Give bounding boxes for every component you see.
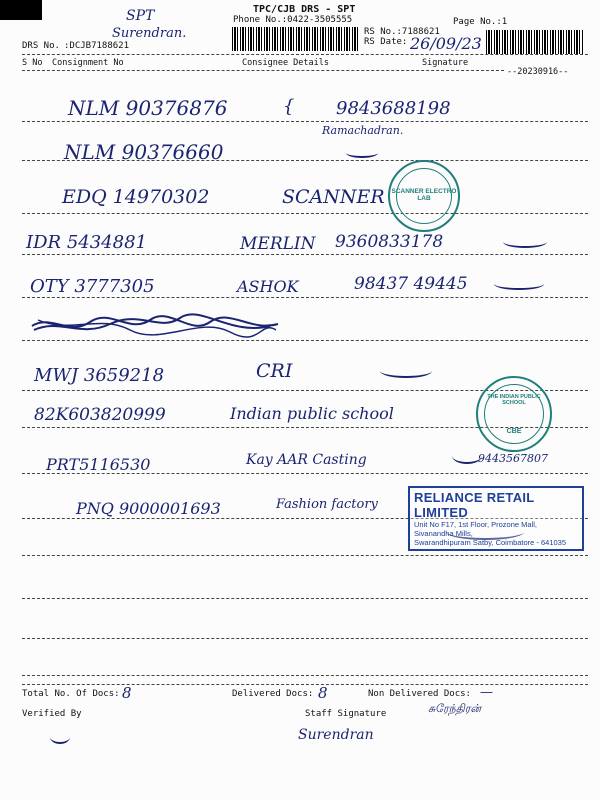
drs-number: :DCJB7188621 (64, 41, 130, 51)
signature-scribble (503, 236, 547, 248)
handwritten-branch: SPT (126, 8, 155, 24)
rs-date-label: RS Date: (364, 37, 408, 47)
drs-label: DRS No. (22, 41, 60, 51)
signature-scribble (494, 278, 544, 290)
divider (22, 54, 588, 55)
signature-scribble (380, 364, 432, 378)
entry-phone: 9360833178 (335, 232, 444, 252)
stamp-text: SCANNER ELECTRO LAB (391, 188, 457, 202)
handwritten-name: Surendran. (112, 26, 187, 41)
stamp-address: Swarandhipuram Satby, Coimbatore - 641035 (414, 538, 567, 547)
row-divider (22, 297, 588, 298)
crossed-out-entry (30, 312, 280, 338)
stamp-text: CBE (506, 428, 522, 435)
delivered-docs-value: 8 (318, 684, 328, 702)
col-consignment-no: Consignment No (52, 58, 124, 68)
entry-consignment: 82K603820999 (34, 405, 166, 425)
row-divider (22, 675, 588, 676)
col-signature: Signature (422, 58, 469, 68)
entry-details: ASHOK (237, 277, 299, 296)
row-divider (22, 340, 588, 341)
entry-receiver-name: Ramachadran. (322, 124, 404, 137)
phone-number: Phone No.:0422-3505555 (233, 15, 353, 25)
row-divider (22, 121, 588, 122)
rs-number: RS No.:7188621 (364, 27, 440, 37)
col-consignee-details: Consignee Details (242, 58, 329, 68)
entry-details: Indian public school (230, 404, 394, 423)
delivered-docs-label: Delivered Docs: (232, 689, 314, 699)
date-code: --20230916-- (507, 67, 569, 77)
row-divider (22, 555, 588, 556)
handwritten-date: 26/09/23 (410, 34, 482, 53)
entry-consignment: PRT5116530 (46, 455, 151, 474)
total-docs-value: 8 (122, 684, 132, 702)
divider (22, 70, 504, 71)
entry-consignment: EDQ 14970302 (62, 186, 210, 208)
col-s-no: S No (22, 58, 43, 68)
row-divider (22, 254, 588, 255)
non-delivered-docs-value: — (480, 685, 493, 700)
scanner-lab-stamp (388, 160, 460, 232)
signature-scribble (346, 148, 378, 158)
barcode-drs (232, 27, 360, 51)
school-stamp (476, 376, 552, 452)
sheet-title: TPC/CJB DRS - SPT (253, 4, 356, 15)
entry-phone: 9443567807 (478, 452, 548, 465)
entry-details: SCANNER (282, 186, 385, 208)
staff-signature-label: Staff Signature (305, 709, 387, 719)
row-divider (22, 213, 588, 214)
scan-artifact (0, 0, 42, 20)
entry-phone: 9843688198 (336, 98, 451, 119)
entry-bracket: { (283, 96, 295, 117)
reliance-stamp (408, 486, 584, 551)
entry-details: Fashion factory (276, 497, 378, 512)
entry-details: Kay AAR Casting (246, 452, 367, 468)
row-divider (22, 598, 588, 599)
entry-details: CRI (256, 360, 293, 382)
stamp-text: THE INDIAN PUBLIC SCHOOL (487, 394, 541, 406)
signature-scribble (452, 448, 482, 464)
entry-consignment: MWJ 3659218 (34, 365, 165, 386)
stamp-address: Unit No F17, 1st Floor, Prozone Mall, Sivanandha Mills, (414, 520, 537, 538)
row-divider (22, 638, 588, 639)
entry-phone: 98437 49445 (354, 274, 468, 294)
staff-signature: Surendran (298, 727, 374, 743)
entry-details: MERLIN (240, 234, 316, 254)
stamp-title: RELIANCE RETAIL LIMITED (414, 490, 535, 520)
entry-consignment: PNQ 9000001693 (76, 499, 221, 518)
entry-consignment: NLM 90376876 (68, 96, 228, 120)
divider (22, 684, 588, 685)
entry-consignment: OTY 3777305 (30, 276, 155, 297)
page-number: Page No.:1 (453, 17, 508, 27)
tamil-signature: சுரேந்திரன் (428, 702, 482, 715)
non-delivered-docs-label: Non Delivered Docs: (368, 689, 471, 699)
entry-consignment: IDR 5434881 (26, 232, 147, 253)
verifier-signature (50, 730, 70, 744)
barcode-page (486, 30, 584, 54)
total-docs-label: Total No. Of Docs: (22, 689, 120, 699)
entry-consignment: NLM 90376660 (64, 140, 224, 164)
verified-by-label: Verified By (22, 709, 82, 719)
